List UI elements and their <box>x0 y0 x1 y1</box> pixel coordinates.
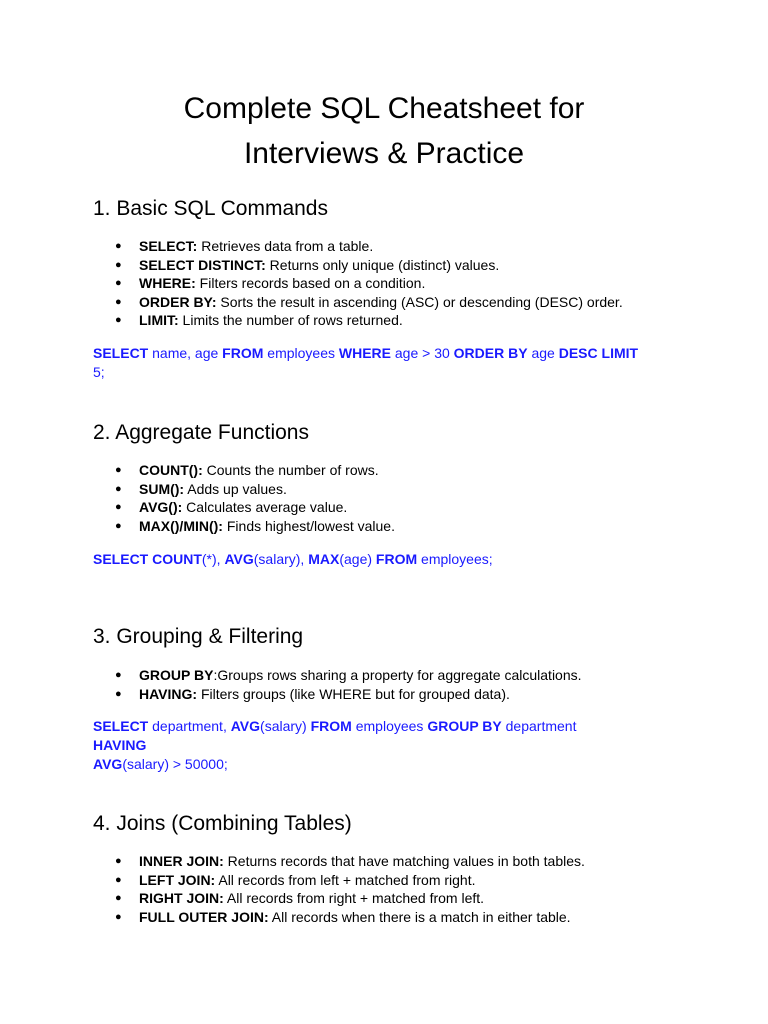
term-label: HAVING: <box>139 685 198 702</box>
list-item <box>115 908 655 927</box>
bullet-icon: ● <box>115 873 122 886</box>
term-label: GROUP BY <box>139 667 214 683</box>
sql-text: (*), <box>201 551 225 567</box>
list-item <box>115 480 655 499</box>
term-label: FULL OUTER JOIN: <box>139 908 269 925</box>
sql-text: employees <box>263 345 339 361</box>
term-description: Finds highest/lowest value. <box>222 517 395 534</box>
bullet-icon: ● <box>115 910 122 923</box>
sql-example <box>93 344 653 382</box>
list-item <box>115 889 655 908</box>
bullet-icon: ● <box>115 669 122 681</box>
sql-example <box>93 717 633 774</box>
bullet-icon: ● <box>115 501 122 513</box>
term-description: Limits the number of rows returned. <box>178 312 403 328</box>
section-aggregate-functions <box>93 420 653 567</box>
sql-text: (salary), <box>253 551 309 567</box>
sql-keyword: FROM <box>375 551 418 567</box>
term-description: Filters records based on a condition. <box>195 275 426 291</box>
term-label: INNER JOIN: <box>139 853 224 869</box>
sql-keyword: SELECT <box>93 718 149 734</box>
bullet-icon: ● <box>115 258 122 271</box>
sql-keyword: AVG <box>93 756 123 772</box>
term-description: Retrieves data from a table. <box>197 238 374 254</box>
bullet-list <box>115 666 655 703</box>
sql-text: employees; <box>417 551 493 567</box>
term-label: MAX()/MIN(): <box>139 517 223 534</box>
list-item <box>115 256 655 275</box>
bullet-icon: ● <box>115 519 122 532</box>
sql-keyword: FROM <box>310 718 352 734</box>
sql-text: (salary) <box>260 718 311 734</box>
section-grouping-filtering <box>93 624 653 772</box>
sql-keyword: MAX <box>308 551 340 567</box>
list-item <box>115 498 655 517</box>
bullet-list <box>115 852 655 926</box>
term-description: Returns records that have matching values in both tables. <box>223 853 585 869</box>
term-label: SELECT DISTINCT: <box>139 256 266 273</box>
term-description: All records from left + matched from right. <box>215 871 476 888</box>
sql-keyword: SELECT COUNT <box>93 551 202 567</box>
term-label: WHERE: <box>139 275 196 291</box>
section-basic-commands <box>93 196 653 380</box>
sql-keyword: GROUP BY <box>427 718 502 734</box>
term-label: SELECT: <box>139 238 198 254</box>
term-description: Returns only unique (distinct) values. <box>265 256 500 273</box>
sql-text: (salary) > 50000; <box>122 756 228 772</box>
term-label: SUM(): <box>139 480 185 497</box>
list-item <box>115 237 655 256</box>
term-description: Adds up values. <box>184 480 287 497</box>
bullet-icon: ● <box>115 855 122 867</box>
title-line-2: Interviews & Practice <box>243 137 525 170</box>
term-description: Counts the number of rows. <box>202 462 379 478</box>
sql-keyword: WHERE <box>338 345 391 361</box>
term-label: COUNT(): <box>139 462 203 478</box>
section-heading: 2. Aggregate Functions <box>93 421 309 444</box>
page-title <box>0 86 768 176</box>
section-heading: 4. Joins (Combining Tables) <box>93 812 352 835</box>
sql-keyword: FROM <box>222 345 264 361</box>
list-item <box>115 461 655 480</box>
sql-example <box>93 550 653 569</box>
sql-keyword: AVG <box>230 718 261 734</box>
list-item <box>115 311 655 330</box>
term-label: RIGHT JOIN: <box>139 890 224 906</box>
sql-keyword: AVG <box>224 551 254 567</box>
sql-keyword: SELECT <box>93 345 149 361</box>
section-joins <box>93 811 653 925</box>
list-item <box>115 666 655 685</box>
term-description: Sorts the result in ascending (ASC) or descending (DESC) order. <box>216 293 623 310</box>
bullet-list <box>115 237 655 330</box>
list-item <box>115 274 655 293</box>
term-label: LIMIT: <box>139 312 179 328</box>
term-description: Calculates average value. <box>182 499 348 515</box>
sql-text: name, age <box>148 345 223 361</box>
term-label: ORDER BY: <box>139 293 217 310</box>
section-heading: 3. Grouping & Filtering <box>93 625 304 648</box>
bullet-icon: ● <box>115 464 122 476</box>
bullet-icon: ● <box>115 314 122 326</box>
term-label: LEFT JOIN: <box>139 871 216 888</box>
list-item <box>115 517 655 536</box>
section-heading: 1. Basic SQL Commands <box>93 197 328 220</box>
list-item <box>115 852 655 871</box>
list-item <box>115 871 655 890</box>
term-description: Filters groups (like WHERE but for grouped data). <box>197 685 510 702</box>
term-description: All records when there is a match in either table. <box>268 908 571 925</box>
bullet-icon: ● <box>115 295 122 308</box>
bullet-icon: ● <box>115 687 122 700</box>
list-item <box>115 685 655 704</box>
sql-text: department <box>501 718 577 734</box>
bullet-icon: ● <box>115 892 122 904</box>
bullet-icon: ● <box>115 482 122 495</box>
sql-text: 5; <box>93 364 105 380</box>
sql-text: age <box>527 345 559 361</box>
sql-keyword: DESC <box>558 345 598 361</box>
bullet-list <box>115 461 655 535</box>
bullet-icon: ● <box>115 240 122 252</box>
sql-text: employees <box>351 718 428 734</box>
sql-keyword: HAVING <box>93 737 147 753</box>
list-item <box>115 293 655 312</box>
sql-text: age > 30 <box>391 345 454 361</box>
term-label: AVG(): <box>139 499 183 515</box>
sql-keyword: LIMIT <box>601 345 639 361</box>
bullet-icon: ● <box>115 277 122 289</box>
sql-keyword: ORDER BY <box>453 345 528 361</box>
title-line-1: Complete SQL Cheatsheet for <box>183 92 585 125</box>
term-description: All records from right + matched from left. <box>223 890 485 906</box>
sql-text: department, <box>148 718 231 734</box>
term-description: :Groups rows sharing a property for aggregate calculations. <box>213 667 582 683</box>
sql-text: (age) <box>339 551 376 567</box>
